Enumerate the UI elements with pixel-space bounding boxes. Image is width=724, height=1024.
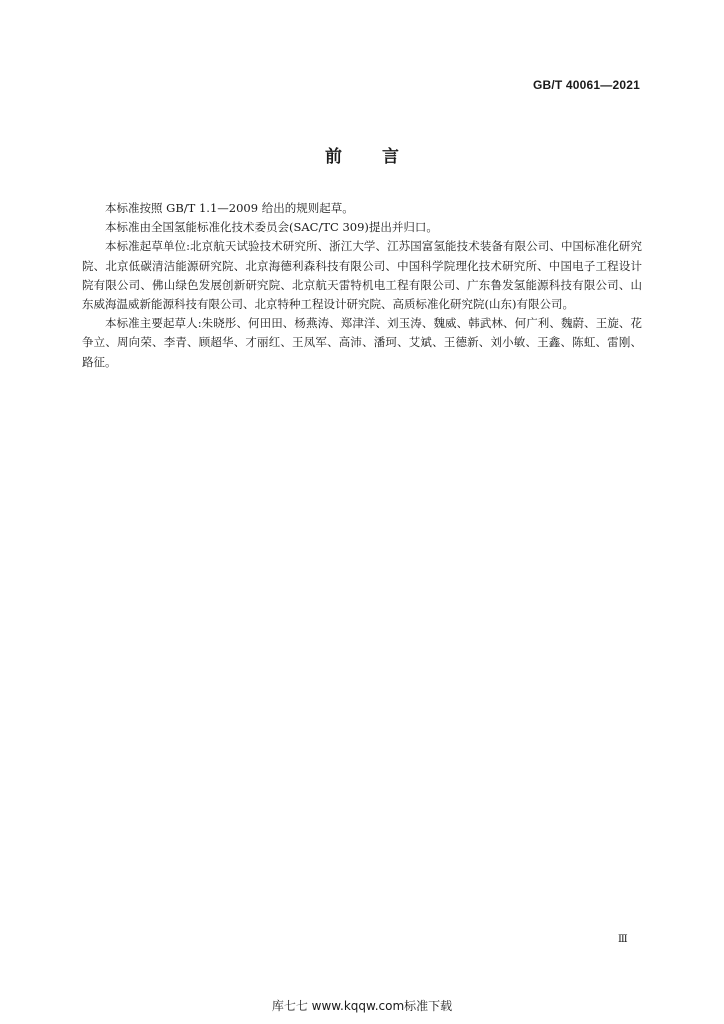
page-title: 前言 bbox=[325, 147, 439, 167]
paragraph-proposer: 本标准由全国氢能标准化技术委员会(SAC/TC 309)提出并归口。 bbox=[105, 220, 438, 235]
paragraph-drafting-units: 本标准起草单位:北京航天试验技术研究所、浙江大学、江苏国富氢能技术装备有限公司、中国标准化研究院、北京低碳清洁能源研究院、北京海德利森科技有限公司、中国科学院理化技术研究所、中国电子工程设计院有限公司、佛山绿色发展创新研究院、北京航天雷特机电工程有限公司、广东鲁发氢能源科技有限公司、山东威海温威新能源科技有限公司、北京特种工程设计研究院、高质标准化研究院(山东)有限公司。 bbox=[82, 239, 642, 312]
paragraph-main-drafters: 本标准主要起草人:朱晓彤、何田田、杨燕涛、郑津洋、刘玉涛、魏威、韩武林、何广利、魏蔚、王旋、花争立、周向荣、李青、顾超华、才丽红、王凤军、高沛、潘珂、艾斌、王德新、刘小敏、王鑫、陈虹、雷刚、路征。 bbox=[82, 316, 642, 369]
paragraph-drafting-rules: 本标准按照 GB/T 1.1—2009 给出的规则起草。 bbox=[105, 201, 354, 215]
foreword-body bbox=[82, 199, 642, 372]
watermark-footer: 库七七 www.kqqw.com标准下载 bbox=[271, 999, 453, 1013]
standard-number: GB/T 40061—2021 bbox=[532, 78, 640, 92]
page-number: Ⅲ bbox=[618, 934, 628, 945]
